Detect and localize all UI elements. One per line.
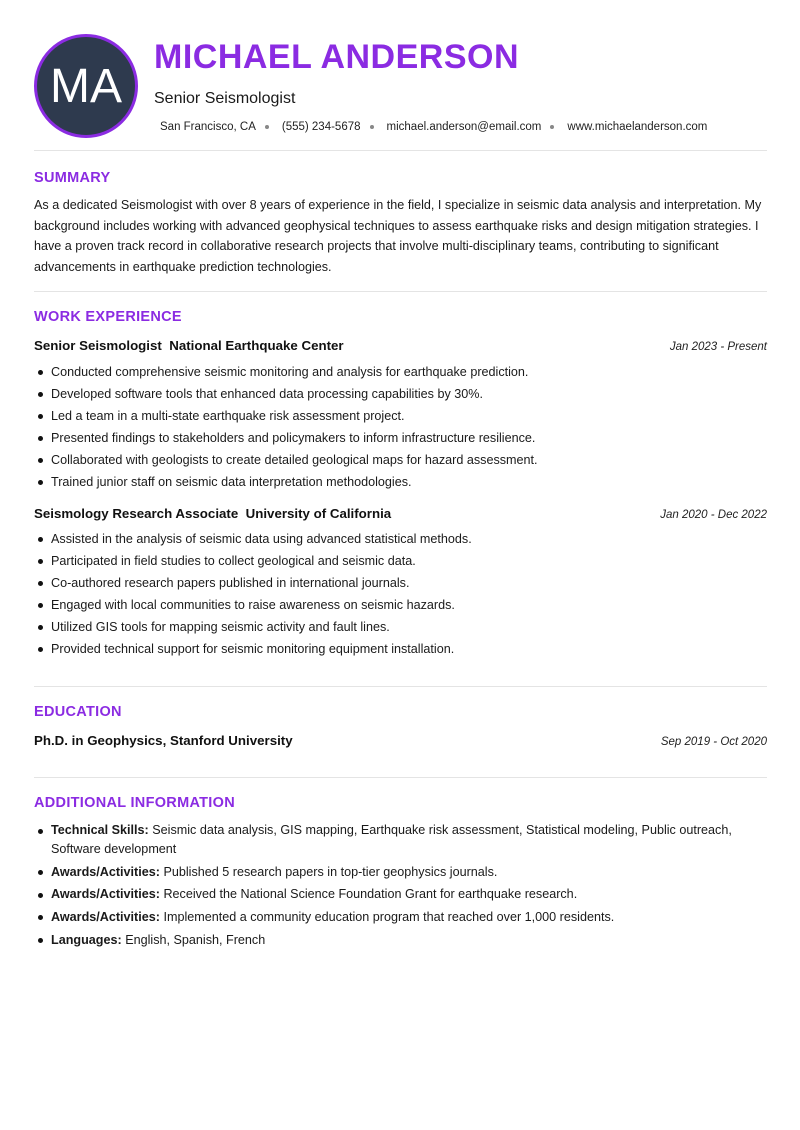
separator-dot bbox=[265, 125, 269, 129]
job-role-org bbox=[34, 338, 344, 353]
job-bullets bbox=[34, 528, 767, 660]
item-label: Awards/Activities: bbox=[51, 864, 160, 879]
email-link[interactable]: michael.anderson@email.com bbox=[386, 121, 542, 133]
education-heading: EDUCATION bbox=[34, 704, 122, 720]
phone: (555) 234-5678 bbox=[281, 121, 361, 133]
divider bbox=[34, 777, 767, 778]
divider bbox=[34, 291, 767, 292]
list-item: Assisted in the analysis of seismic data using advanced statistical methods. bbox=[34, 528, 767, 550]
item-label: Languages: bbox=[51, 932, 122, 947]
job-org: National Earthquake Center bbox=[169, 338, 344, 353]
additional-info-heading: ADDITIONAL INFORMATION bbox=[34, 795, 235, 811]
item-text: Implemented a community education program that reached over 1,000 residents. bbox=[163, 909, 615, 924]
candidate-name: MICHAEL ANDERSON bbox=[154, 38, 520, 76]
list-item bbox=[34, 885, 767, 904]
summary-text: As a dedicated Seismologist with over 8 years of experience in the field, I specialize in seismic data analysis and interpretation. My background includes working with advanced geophysical techniques to assess earthquake risks and design mitigation strategies. I have a proven track record in collaborative research projects that involve multi-disciplinary teams, contributing to significant advancements in earthquake prediction technologies. bbox=[34, 198, 762, 274]
divider bbox=[34, 686, 767, 687]
list-item: Led a team in a multi-state earthquake risk assessment project. bbox=[34, 405, 767, 427]
item-text: Published 5 research papers in top-tier geophysics journals. bbox=[163, 864, 498, 879]
separator-dot bbox=[550, 125, 554, 129]
list-item: Utilized GIS tools for mapping seismic activity and fault lines. bbox=[34, 616, 767, 638]
list-item: Participated in field studies to collect geological and seismic data. bbox=[34, 550, 767, 572]
list-item: Provided technical support for seismic monitoring equipment installation. bbox=[34, 638, 767, 660]
job-bullets bbox=[34, 361, 767, 493]
degree: Ph.D. in Geophysics, Stanford University bbox=[34, 733, 293, 748]
item-text: Seismic data analysis, GIS mapping, Earthquake risk assessment, Statistical modeling, Public outreach, Software development bbox=[51, 823, 732, 856]
list-item: Trained junior staff on seismic data interpretation methodologies. bbox=[34, 471, 767, 493]
job-role-org bbox=[34, 506, 391, 521]
list-item: Presented findings to stakeholders and policymakers to inform infrastructure resilience. bbox=[34, 427, 767, 449]
additional-info-list bbox=[34, 821, 767, 953]
list-item: Collaborated with geologists to create detailed geological maps for hazard assessment. bbox=[34, 449, 767, 471]
list-item bbox=[34, 863, 767, 882]
resume-header bbox=[34, 34, 767, 138]
avatar: MA bbox=[34, 34, 138, 138]
list-item: Developed software tools that enhanced data processing capabilities by 30%. bbox=[34, 383, 767, 405]
contact-info bbox=[160, 121, 707, 133]
website-link[interactable]: www.michaelanderson.com bbox=[567, 121, 708, 133]
work-experience-heading: WORK EXPERIENCE bbox=[34, 309, 182, 325]
list-item bbox=[34, 908, 767, 927]
item-label: Awards/Activities: bbox=[51, 909, 160, 924]
list-item: Conducted comprehensive seismic monitoring and analysis for earthquake prediction. bbox=[34, 361, 767, 383]
list-item: Co-authored research papers published in international journals. bbox=[34, 572, 767, 594]
item-text: Received the National Science Foundation Grant for earthquake research. bbox=[163, 887, 578, 901]
summary-heading: SUMMARY bbox=[34, 170, 111, 186]
item-label: Awards/Activities: bbox=[51, 887, 160, 901]
job-date: Jan 2023 - Present bbox=[669, 341, 767, 353]
list-item: Engaged with local communities to raise awareness on seismic hazards. bbox=[34, 594, 767, 616]
item-text: English, Spanish, French bbox=[125, 932, 266, 947]
job-header bbox=[34, 338, 767, 353]
divider bbox=[34, 150, 767, 151]
list-item bbox=[34, 931, 767, 950]
job-role: Seismology Research Associate bbox=[34, 506, 239, 521]
education-date: Sep 2019 - Oct 2020 bbox=[660, 736, 767, 748]
separator-dot bbox=[370, 125, 374, 129]
education-entry bbox=[34, 733, 767, 748]
job-title: Senior Seismologist bbox=[154, 90, 296, 107]
job-header bbox=[34, 506, 767, 521]
job-role: Senior Seismologist bbox=[34, 338, 162, 353]
job-org: University of California bbox=[245, 506, 392, 521]
item-label: Technical Skills: bbox=[51, 823, 149, 837]
job-date: Jan 2020 - Dec 2022 bbox=[660, 509, 767, 521]
list-item bbox=[34, 821, 767, 859]
location: San Francisco, CA bbox=[160, 121, 256, 133]
